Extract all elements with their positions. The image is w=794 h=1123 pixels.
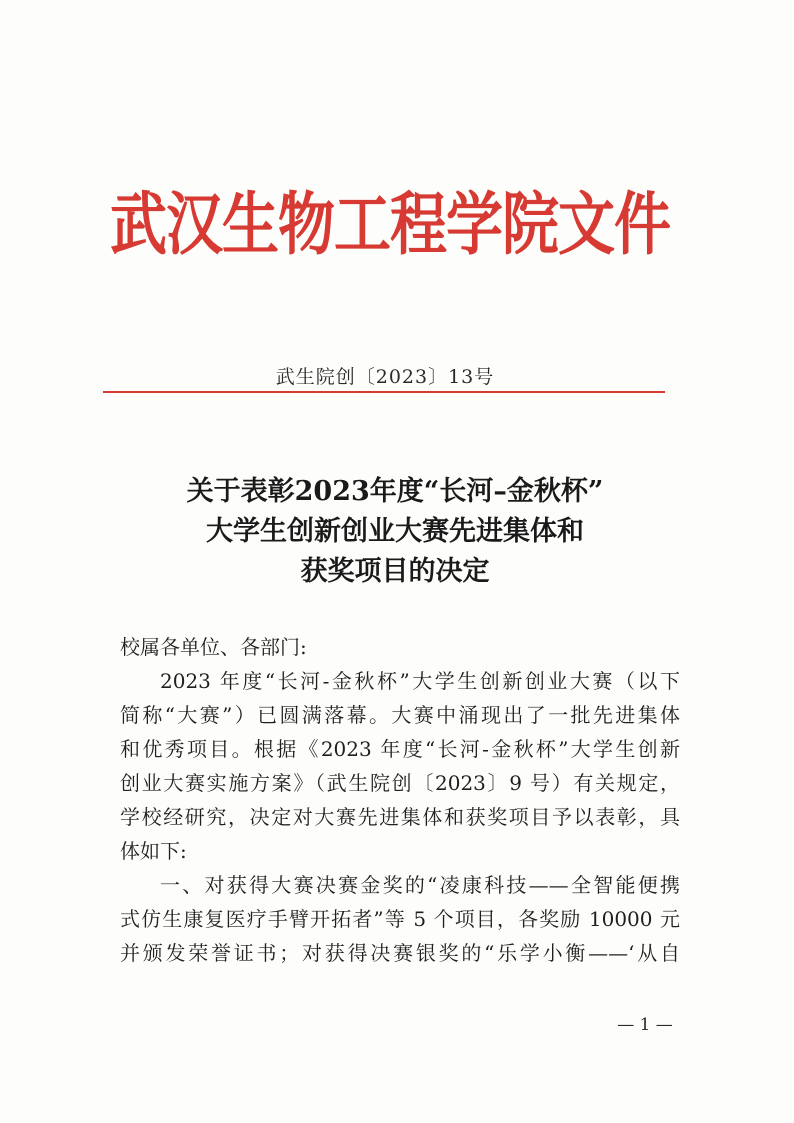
body-line-3: 和优秀项目。根据《2023 年度“长河-金秋杯”大学生创新	[120, 737, 680, 761]
body-line-7: 一、对获得大赛决赛金奖的“凌康科技——全智能便携	[160, 873, 680, 897]
red-divider-line	[103, 391, 665, 393]
heading-line-3: 获奖项目的决定	[300, 556, 490, 587]
body-line-1: 2023 年度“长河-金秋杯”大学生创新创业大赛（以下	[160, 669, 680, 693]
document-body	[120, 630, 680, 970]
salutation: 校属各单位、各部门:	[120, 635, 307, 659]
body-line-9: 并颁发荣誉证书；对获得决赛银奖的“乐学小衡——‘从自	[120, 941, 680, 965]
heading-line-2: 大学生创新创业大赛先进集体和	[206, 516, 584, 547]
page-number: — 1 —	[617, 1015, 673, 1035]
document-number: 武生院创〔2023〕13号	[275, 366, 495, 388]
body-line-5: 学校经研究，决定对大赛先进集体和获奖项目予以表彰，具	[120, 805, 680, 829]
body-line-2: 简称“大赛”）已圆满落幕。大赛中涌现出了一批先进集体	[120, 703, 680, 727]
body-line-4: 创业大赛实施方案》（武生院创〔2023〕9 号）有关规定，	[120, 771, 680, 795]
body-line-6: 体如下:	[120, 839, 187, 863]
heading-line-1: 关于表彰2023年度“长河–金秋杯”	[186, 476, 604, 507]
document-heading	[80, 472, 710, 592]
org-header-title: 武汉生物工程学院文件	[110, 185, 670, 265]
body-line-8: 式仿生康复医疗手臂开拓者”等 5 个项目，各奖励 10000 元	[120, 907, 680, 931]
